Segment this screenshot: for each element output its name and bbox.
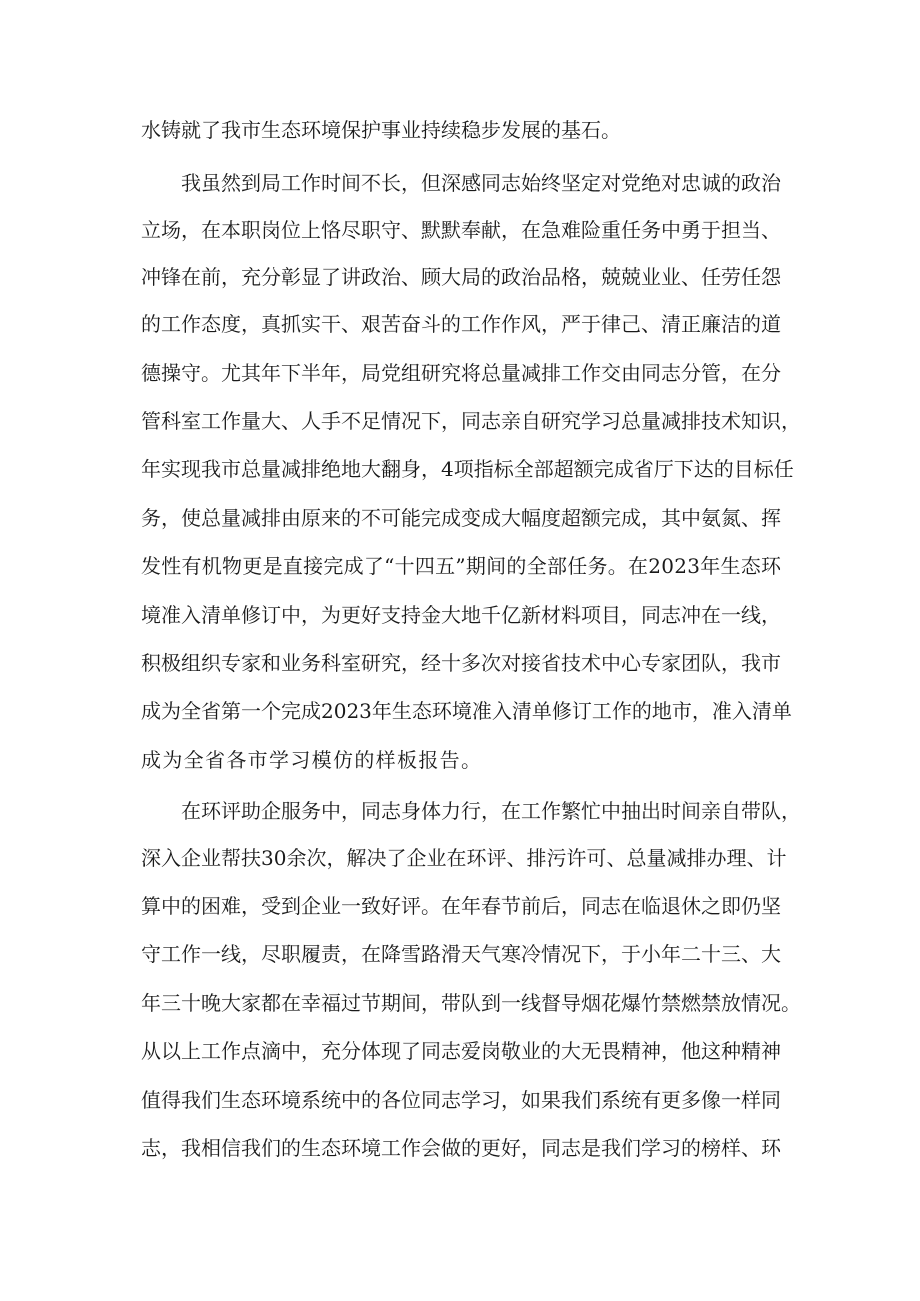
- text-line: 境准入清单修订中，为更好支持金大地千亿新材料项目，同志冲在一线，: [141, 603, 781, 627]
- text-line: 成为全省各市学习模仿的样板报告。: [141, 748, 483, 772]
- text-line: 冲锋在前，充分彰显了讲政治、顾大局的政治品格，兢兢业业、任劳任怨: [141, 265, 781, 289]
- text-line: 德操守。尤其年下半年，局党组研究将总量减排工作交由同志分管，在分: [141, 361, 781, 385]
- text-line: 志，我相信我们的生态环境工作会做的更好，同志是我们学习的榜样、环: [141, 1136, 781, 1160]
- text-line: 算中的困难，受到企业一致好评。在年春节前后，同志在临退休之即仍坚: [141, 894, 781, 918]
- text-line: 成为全省第一个完成2023年生态环境准入清单修订工作的地市，准入清单: [141, 699, 792, 723]
- text-line: 从以上工作点滴中，充分体现了同志爱岗敬业的大无畏精神，他这种精神: [141, 1039, 781, 1063]
- text-line: 在环评助企服务中，同志身体力行，在工作繁忙中抽出时间亲自带队，: [181, 799, 801, 823]
- text-line: 立场，在本职岗位上恪尽职守、默默奉献，在急难险重任务中勇于担当、: [141, 218, 781, 242]
- text-line: 值得我们生态环境系统中的各位同志学习，如果我们系统有更多像一样同: [141, 1088, 781, 1112]
- text-line: 积极组织专家和业务科室研究，经十多次对接省技术中心专家团队，我市: [141, 651, 781, 675]
- text-line: 守工作一线，尽职履责，在降雪路滑天气寒冷情况下，于小年二十三、大: [141, 942, 781, 966]
- text-line: 年实现我市总量减排绝地大翻身，4项指标全部超额完成省厅下达的目标任: [141, 457, 794, 481]
- text-line: 管科室工作量大、人手不足情况下，同志亲自研究学习总量减排技术知识，: [141, 409, 801, 433]
- text-line: 年三十晚大家都在幸福过节期间，带队到一线督导烟花爆竹禁燃禁放情况。: [141, 991, 801, 1015]
- text-line: 水铸就了我市生态环境保护事业持续稳步发展的基石。: [141, 118, 621, 142]
- text-line: 我虽然到局工作时间不长，但深感同志始终坚定对党绝对忠诚的政治: [181, 171, 781, 195]
- text-line: 深入企业帮扶30余次，解决了企业在环评、排污许可、总量减排办理、计: [141, 846, 787, 870]
- text-line: 发性有机物更是直接完成了“十四五”期间的全部任务。在2023年生态环: [141, 554, 782, 578]
- text-line: 务，使总量减排由原来的不可能完成变成大幅度超额完成，其中氨氮、挥: [141, 506, 781, 530]
- text-line: 的工作态度，真抓实干、艰苦奋斗的工作作风，严于律己、清正廉洁的道: [141, 312, 781, 336]
